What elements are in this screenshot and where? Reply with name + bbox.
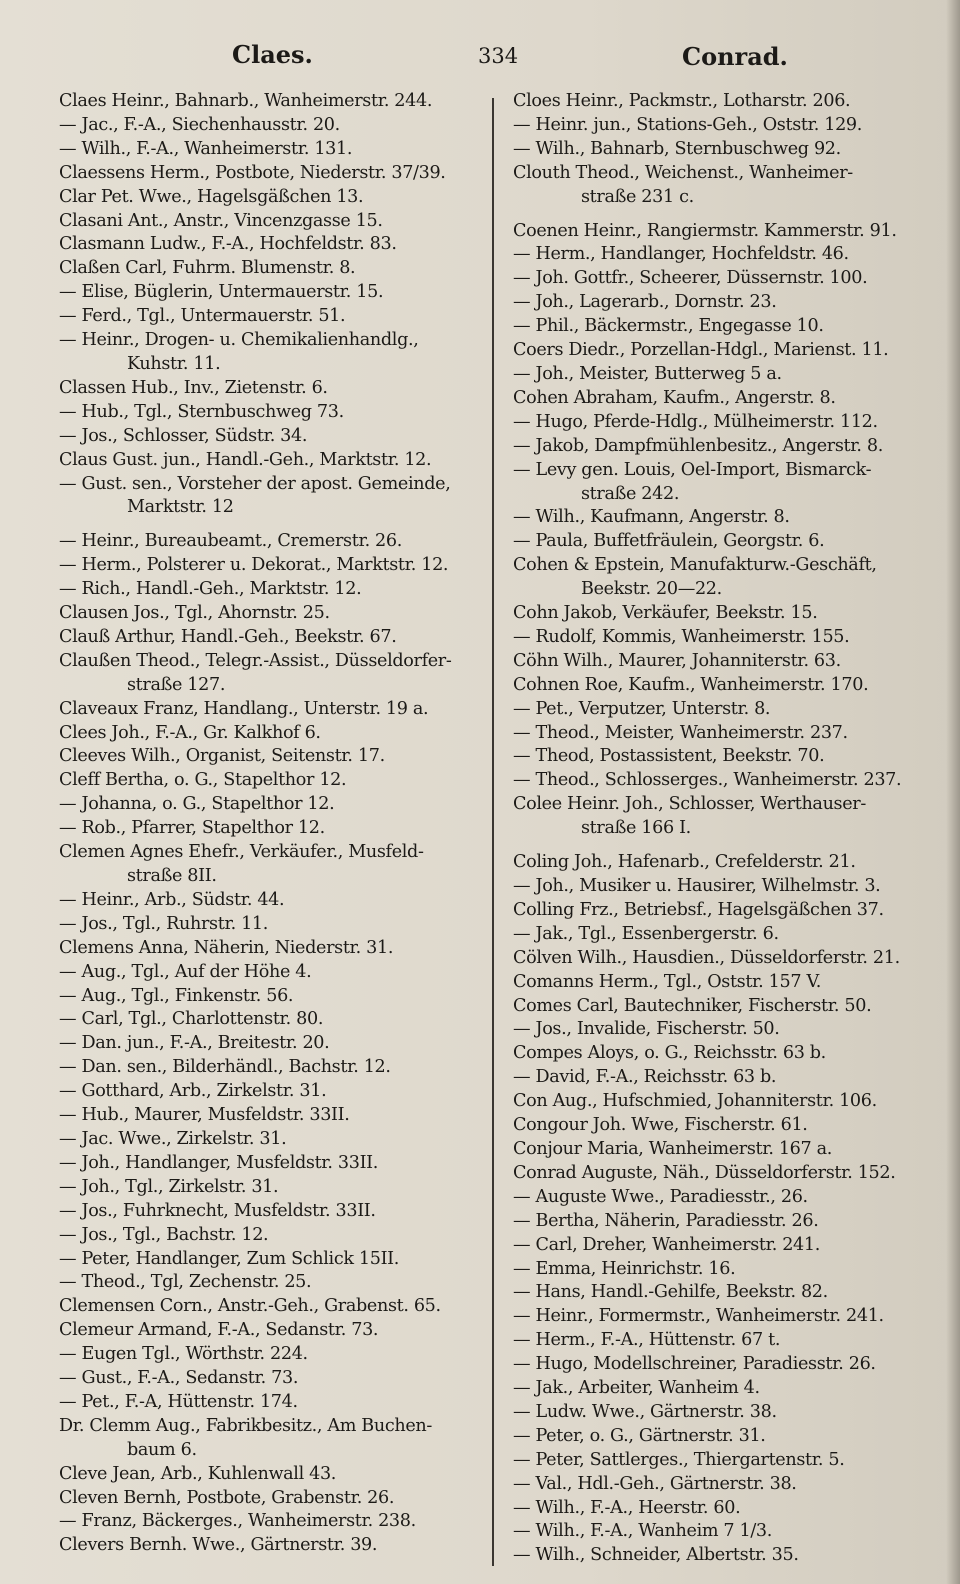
entry-line: — Wilh., Bahnarb, Sternbuschweg 92. <box>513 138 841 159</box>
entry-continuation: Beekstr. 20—22. <box>581 579 722 600</box>
directory-entry <box>59 530 489 554</box>
directory-entry <box>513 363 943 387</box>
directory-entry <box>513 220 943 244</box>
directory-entry <box>59 698 489 722</box>
directory-entry <box>59 793 489 817</box>
entry-line: — Jac. Wwe., Zirkelstr. 31. <box>59 1128 287 1149</box>
entry-line: — Joh., Musiker u. Hausirer, Wilhelmstr. 3. <box>513 876 881 896</box>
entry-line: Clar Pet. Wwe., Hagelsgäßchen 13. <box>59 186 364 207</box>
entry-line: Con Aug., Hufschmied, Johanniterstr. 106. <box>513 1091 877 1112</box>
entry-line: Cöhn Wilh., Maurer, Johanniterstr. 63. <box>513 650 841 671</box>
directory-entry <box>513 114 943 138</box>
directory-entry <box>59 233 489 257</box>
entry-line: Clemen Agnes Ehefr., Verkäufer., Musfeld- <box>59 842 424 863</box>
directory-entry <box>513 1401 943 1425</box>
entry-line: Dr. Clemm Aug., Fabrikbesitz., Am Buchen- <box>59 1415 432 1436</box>
entry-line: — Eugen Tgl., Wörthstr. 224. <box>59 1344 308 1365</box>
entry-line: — Paula, Buffetfräulein, Georgstr. 6. <box>513 531 825 552</box>
entry-line: — Jos., Fuhrknecht, Musfeldstr. 33II. <box>59 1200 376 1221</box>
directory-entry <box>59 377 489 401</box>
directory-entry <box>59 425 489 449</box>
directory-entry <box>513 1210 943 1234</box>
directory-entry <box>513 90 943 114</box>
directory-entry <box>59 913 489 937</box>
entry-line: — Wilh., F.-A., Wanheimerstr. 131. <box>59 138 353 159</box>
entry-line: — Carl, Tgl., Charlottenstr. 80. <box>59 1009 324 1030</box>
directory-entry <box>59 889 489 913</box>
directory-entry <box>513 506 943 530</box>
directory-entry <box>59 817 489 841</box>
entry-line: — Dan. sen., Bilderhändl., Bachstr. 12. <box>59 1057 391 1078</box>
entry-line: — Ludw. Wwe., Gärtnerstr. 38. <box>513 1401 777 1422</box>
directory-entry <box>59 1128 489 1152</box>
directory-entry <box>513 650 943 674</box>
directory-entry <box>59 1391 489 1415</box>
directory-entry <box>59 769 489 793</box>
entry-line: Clevers Bernh. Wwe., Gärtnerstr. 39. <box>59 1535 378 1556</box>
entry-line: Clees Joh., F.-A., Gr. Kalkhof 6. <box>59 722 321 743</box>
entry-line: — Heinr., Arb., Südstr. 44. <box>59 889 285 910</box>
directory-entry <box>59 449 489 473</box>
entry-continuation: straße 242. <box>581 483 680 504</box>
entry-line: — Theod., Tgl, Zechenstr. 25. <box>59 1272 312 1293</box>
directory-entry <box>513 626 943 650</box>
entry-line: Cohnen Roe, Kaufm., Wanheimerstr. 170. <box>513 674 869 695</box>
entry-line: Clemens Anna, Näherin, Niederstr. 31. <box>59 937 394 958</box>
directory-entry <box>513 1234 943 1258</box>
entry-line: Cohen & Epstein, Manufakturw.-Geschäft, <box>513 555 877 576</box>
entry-line: — Elise, Büglerin, Untermauerstr. 15. <box>59 282 384 303</box>
entry-line: — Emma, Heinrichstr. 16. <box>513 1258 736 1279</box>
directory-entry <box>513 1281 943 1305</box>
directory-entry <box>513 1162 943 1186</box>
directory-entry <box>513 1258 943 1282</box>
directory-entry <box>59 722 489 746</box>
entry-line: — Hans, Handl.-Gehilfe, Beekstr. 82. <box>513 1282 828 1303</box>
directory-entry <box>513 1353 943 1377</box>
directory-entry <box>513 162 943 210</box>
entry-line: — Heinr. jun., Stations-Geh., Oststr. 129. <box>513 114 862 135</box>
entry-line: — Wilh., F.-A., Heerstr. 60. <box>513 1497 741 1518</box>
entry-line: — Pet., Verputzer, Unterstr. 8. <box>513 698 771 719</box>
entry-line: Clasani Ant., Anstr., Vincenzgasse 15. <box>59 210 383 231</box>
entry-line: Clemensen Corn., Anstr.-Geh., Grabenst. 65. <box>59 1296 441 1317</box>
directory-entry <box>59 650 489 698</box>
directory-entry <box>513 674 943 698</box>
directory-entry <box>59 1487 489 1511</box>
directory-entry <box>513 530 943 554</box>
page-header <box>0 40 960 80</box>
entry-line: — Joh. Gottfr., Scheerer, Düssernstr. 100. <box>513 268 868 289</box>
directory-entry <box>59 1200 489 1224</box>
entry-line: Cloes Heinr., Packmstr., Lotharstr. 206. <box>513 91 851 111</box>
directory-entry <box>513 947 943 971</box>
entry-line: Conrad Auguste, Näh., Düsseldorferstr. 152. <box>513 1162 896 1183</box>
entry-continuation: baum 6. <box>127 1439 197 1460</box>
directory-entry <box>513 315 943 339</box>
directory-entry <box>59 138 489 162</box>
entry-line: — Joh., Meister, Butterweg 5 a. <box>513 363 782 384</box>
header-left-keyword: Claes. <box>232 40 313 69</box>
directory-entry <box>513 1114 943 1138</box>
entry-line: Clemeur Armand, F.-A., Sedanstr. 73. <box>59 1320 379 1341</box>
directory-entry <box>59 1295 489 1319</box>
entry-line: — Theod., Schlosserges., Wanheimerstr. 237. <box>513 770 902 791</box>
entry-line: — Herm., F.-A., Hüttenstr. 67 t. <box>513 1330 781 1351</box>
directory-entry <box>513 459 943 507</box>
directory-entry <box>59 1367 489 1391</box>
entry-line: Clausen Jos., Tgl., Ahornstr. 25. <box>59 603 330 624</box>
directory-entry <box>513 769 943 793</box>
entry-line: — Aug., Tgl., Finkenstr. 56. <box>59 985 294 1006</box>
directory-entry <box>513 971 943 995</box>
entry-line: Clasmann Ludw., F.-A., Hochfeldstr. 83. <box>59 234 397 255</box>
directory-entry <box>513 698 943 722</box>
entry-line: Colling Frz., Betriebsf., Hagelsgäßchen 37. <box>513 899 884 920</box>
entry-line: Coling Joh., Hafenarb., Crefelderstr. 21. <box>513 852 856 873</box>
entry-line: — Gust. sen., Vorsteher der apost. Gemeinde, <box>59 473 451 494</box>
directory-entry <box>59 257 489 281</box>
entry-line: — Theod., Meister, Wanheimerstr. 237. <box>513 722 848 743</box>
directory-entry <box>513 602 943 626</box>
entry-line: — Wilh., F.-A., Wanheim 7 1/3. <box>513 1521 773 1542</box>
directory-entry <box>59 602 489 626</box>
entry-line: — Ferd., Tgl., Untermauerstr. 51. <box>59 306 346 327</box>
entry-line: — Bertha, Näherin, Paradiesstr. 26. <box>513 1210 819 1231</box>
directory-entry <box>59 281 489 305</box>
directory-entry <box>513 387 943 411</box>
entry-continuation: straße 231 c. <box>581 186 694 207</box>
entry-line: Conjour Maria, Wanheimerstr. 167 a. <box>513 1138 832 1159</box>
entry-line: — Val., Hdl.-Geh., Gärtnerstr. 38. <box>513 1473 797 1494</box>
entry-line: Classen Hub., Inv., Zietenstr. 6. <box>59 377 328 398</box>
directory-entry <box>59 1008 489 1032</box>
directory-entry <box>513 435 943 459</box>
directory-entry <box>513 554 943 602</box>
directory-entry <box>513 1377 943 1401</box>
entry-continuation: Marktstr. 12 <box>127 497 234 518</box>
directory-entry <box>513 339 943 363</box>
directory-entry <box>513 899 943 923</box>
directory-entry <box>59 1343 489 1367</box>
directory-entry <box>513 1544 943 1568</box>
entry-line: — Wilh., Kaufmann, Angerstr. 8. <box>513 507 790 528</box>
entry-line: — Franz, Bäckerges., Wanheimerstr. 238. <box>59 1511 416 1532</box>
directory-entry <box>59 1534 489 1558</box>
entry-line: — Aug., Tgl., Auf der Höhe 4. <box>59 961 312 982</box>
directory-entry <box>59 626 489 650</box>
entry-line: Claveaux Franz, Handlang., Unterstr. 19 a. <box>59 698 429 719</box>
directory-entry <box>513 1449 943 1473</box>
entry-line: Cleff Bertha, o. G., Stapelthor 12. <box>59 770 347 791</box>
entry-line: — Jos., Tgl., Ruhrstr. 11. <box>59 913 269 934</box>
directory-entry <box>59 1080 489 1104</box>
entry-line: — Jos., Schlosser, Südstr. 34. <box>59 425 308 446</box>
entry-line: — Jak., Tgl., Essenbergerstr. 6. <box>513 923 779 944</box>
entry-line: — Rudolf, Kommis, Wanheimerstr. 155. <box>513 626 850 647</box>
entry-line: — Johanna, o. G., Stapelthor 12. <box>59 794 335 815</box>
entry-line: — Hub., Tgl., Sternbuschweg 73. <box>59 401 344 422</box>
left-column <box>59 90 489 1558</box>
directory-entry <box>59 1104 489 1128</box>
entry-line: Cleve Jean, Arb., Kuhlenwall 43. <box>59 1463 337 1484</box>
entry-line: — Rob., Pfarrer, Stapelthor 12. <box>59 818 325 839</box>
entry-line: — Gust., F.-A., Sedanstr. 73. <box>59 1368 299 1389</box>
directory-entry <box>513 291 943 315</box>
entry-line: — Phil., Bäckermstr., Engegasse 10. <box>513 316 824 337</box>
entry-line: — Peter, o. G., Gärtnerstr. 31. <box>513 1425 766 1446</box>
entry-continuation: straße 127. <box>127 674 226 695</box>
entry-line: — Jos., Invalide, Fischerstr. 50. <box>513 1019 780 1040</box>
entry-line: — Hugo, Pferde-Hdlg., Mülheimerstr. 112. <box>513 411 878 432</box>
entry-line: — David, F.-A., Reichsstr. 63 b. <box>513 1067 777 1088</box>
entry-line: — Carl, Dreher, Wanheimerstr. 241. <box>513 1234 820 1255</box>
directory-entry <box>513 745 943 769</box>
entry-line: — Jak., Arbeiter, Wanheim 4. <box>513 1378 760 1399</box>
entry-line: Compes Aloys, o. G., Reichsstr. 63 b. <box>513 1043 826 1064</box>
entry-line: — Heinr., Drogen- u. Chemikalienhandlg., <box>59 330 419 351</box>
entry-line: Coers Diedr., Porzellan-Hdgl., Marienst. 11. <box>513 340 889 361</box>
right-column <box>513 90 943 1568</box>
directory-entry <box>59 305 489 329</box>
entry-line: Cleven Bernh, Postbote, Grabenstr. 26. <box>59 1487 395 1508</box>
entry-line: — Heinr., Bureaubeamt., Cremerstr. 26. <box>59 531 402 552</box>
directory-entry <box>513 1473 943 1497</box>
entry-line: — Rich., Handl.-Geh., Marktstr. 12. <box>59 579 362 600</box>
directory-entry <box>513 793 943 841</box>
entry-line: Cohen Abraham, Kaufm., Angerstr. 8. <box>513 387 836 408</box>
directory-entry <box>513 138 943 162</box>
directory-entry <box>59 1510 489 1534</box>
directory-entry <box>513 267 943 291</box>
entry-line: Comes Carl, Bautechniker, Fischerstr. 50. <box>513 995 872 1016</box>
entry-line: Cleeves Wilh., Organist, Seitenstr. 17. <box>59 746 385 767</box>
directory-entry <box>59 937 489 961</box>
entry-line: — Heinr., Formermstr., Wanheimerstr. 241. <box>513 1306 884 1327</box>
directory-entry <box>59 961 489 985</box>
entry-line: — Jakob, Dampfmühlenbesitz., Angerstr. 8. <box>513 435 883 456</box>
directory-entry <box>59 162 489 186</box>
column-divider <box>492 98 494 1566</box>
directory-entry <box>59 745 489 769</box>
entry-line: — Levy gen. Louis, Oel-Import, Bismarck- <box>513 459 872 480</box>
directory-entry <box>513 1329 943 1353</box>
directory-entry <box>513 1018 943 1042</box>
directory-entry <box>513 1497 943 1521</box>
entry-line: — Theod, Postassistent, Beekstr. 70. <box>513 746 825 767</box>
entry-line: — Hub., Maurer, Musfeldstr. 33II. <box>59 1105 350 1126</box>
directory-entry <box>513 1042 943 1066</box>
directory-entry <box>59 578 489 602</box>
directory-entry <box>59 1248 489 1272</box>
entry-line: Cölven Wilh., Hausdien., Düsseldorferstr. 21. <box>513 947 900 968</box>
directory-entry <box>513 923 943 947</box>
entry-line: Clauß Arthur, Handl.-Geh., Beekstr. 67. <box>59 626 397 647</box>
directory-entry <box>59 90 489 114</box>
directory-entry <box>59 1271 489 1295</box>
directory-entry <box>59 186 489 210</box>
directory-entry <box>59 1032 489 1056</box>
directory-entry <box>513 1425 943 1449</box>
page-edge-shadow <box>946 0 960 1584</box>
directory-entry <box>513 243 943 267</box>
directory-entry <box>513 1305 943 1329</box>
directory-entry <box>59 1224 489 1248</box>
entry-line: — Gotthard, Arb., Zirkelstr. 31. <box>59 1081 327 1102</box>
entry-line: — Hugo, Modellschreiner, Paradiesstr. 26. <box>513 1354 876 1375</box>
entry-continuation: straße 8II. <box>127 866 217 886</box>
entry-line: Claus Gust. jun., Handl.-Geh., Marktstr. 12. <box>59 449 432 470</box>
directory-entry <box>59 329 489 377</box>
entry-line: — Auguste Wwe., Paradiesstr., 26. <box>513 1186 808 1207</box>
entry-line: Claßen Carl, Fuhrm. Blumenstr. 8. <box>59 258 356 279</box>
entry-continuation: Kuhstr. 11. <box>127 353 221 374</box>
entry-line: — Joh., Lagerarb., Dornstr. 23. <box>513 292 777 313</box>
entry-line: — Dan. jun., F.-A., Breitestr. 20. <box>59 1033 330 1054</box>
entry-line: — Herm., Handlanger, Hochfeldstr. 46. <box>513 244 849 265</box>
directory-entry <box>513 995 943 1019</box>
directory-entry <box>513 722 943 746</box>
directory-entry <box>59 1319 489 1343</box>
directory-entry <box>513 411 943 435</box>
entry-line: Claessens Herm., Postbote, Niederstr. 37/39. <box>59 162 446 183</box>
directory-entry <box>513 851 943 875</box>
entry-line: — Herm., Polsterer u. Dekorat., Marktstr. 12. <box>59 555 449 576</box>
directory-entry <box>59 1152 489 1176</box>
entry-line: — Peter, Handlanger, Zum Schlick 15II. <box>59 1248 400 1269</box>
directory-entry <box>59 985 489 1009</box>
entry-line: Clouth Theod., Weichenst., Wanheimer- <box>513 162 853 183</box>
directory-entry <box>59 1056 489 1080</box>
header-right-keyword: Conrad. <box>682 42 788 71</box>
entry-line: Cohn Jakob, Verkäufer, Beekstr. 15. <box>513 603 818 624</box>
directory-entry <box>59 473 489 521</box>
directory-entry <box>513 1090 943 1114</box>
entry-line: — Pet., F.-A, Hüttenstr. 174. <box>59 1391 298 1412</box>
entry-line: — Joh., Tgl., Zirkelstr. 31. <box>59 1176 279 1197</box>
directory-entry <box>59 1176 489 1200</box>
directory-entry <box>513 875 943 899</box>
entry-line: Claes Heinr., Bahnarb., Wanheimerstr. 244. <box>59 91 433 111</box>
entry-line: Colee Heinr. Joh., Schlosser, Werthauser- <box>513 794 866 815</box>
entry-line: Claußen Theod., Telegr.-Assist., Düsseldorfer- <box>59 650 452 671</box>
entry-line: Congour Joh. Wwe, Fischerstr. 61. <box>513 1115 808 1136</box>
directory-entry <box>513 1138 943 1162</box>
directory-entry <box>59 401 489 425</box>
entry-continuation: straße 166 I. <box>581 818 691 839</box>
entry-line: — Jos., Tgl., Bachstr. 12. <box>59 1224 269 1245</box>
entry-line: Coenen Heinr., Rangiermstr. Kammerstr. 91. <box>513 220 897 241</box>
entry-line: — Joh., Handlanger, Musfeldstr. 33II. <box>59 1152 379 1173</box>
entry-line: Comanns Herm., Tgl., Oststr. 157 V. <box>513 971 821 992</box>
directory-entry <box>513 1520 943 1544</box>
directory-entry <box>513 1186 943 1210</box>
directory-entry <box>59 554 489 578</box>
directory-entry <box>59 210 489 234</box>
page-number: 334 <box>478 44 519 68</box>
directory-entry <box>59 1463 489 1487</box>
entry-line: — Peter, Sattlerges., Thiergartenstr. 5. <box>513 1449 845 1470</box>
entry-line: — Jac., F.-A., Siechenhausstr. 20. <box>59 114 340 135</box>
entry-line: — Wilh., Schneider, Albertstr. 35. <box>513 1545 799 1566</box>
directory-entry <box>59 114 489 138</box>
directory-entry <box>513 1066 943 1090</box>
directory-entry <box>59 1415 489 1463</box>
directory-entry <box>59 841 489 889</box>
